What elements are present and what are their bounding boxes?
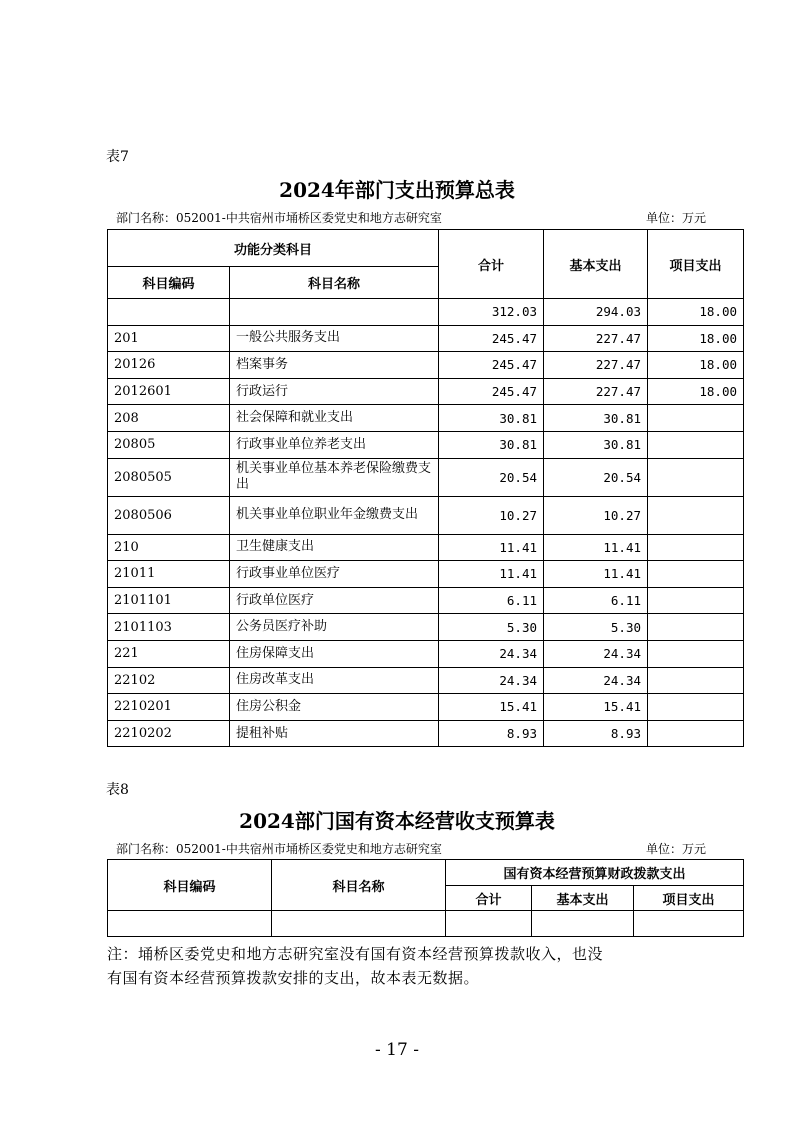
name-cell: 提租补贴 [230, 720, 439, 747]
basic-cell: 30.81 [544, 431, 648, 458]
table7-label: 表7 [106, 149, 129, 165]
basic-cell: 5.30 [544, 614, 648, 641]
name-cell: 社会保障和就业支出 [230, 405, 439, 432]
basic-cell: 20.54 [544, 458, 648, 496]
total-cell: 8.93 [439, 720, 544, 747]
code-cell: 2080505 [108, 458, 230, 496]
basic-cell: 30.81 [544, 405, 648, 432]
t8-empty-cell [272, 911, 446, 937]
name-cell: 住房改革支出 [230, 667, 439, 694]
table-row [108, 534, 744, 561]
code-cell: 22102 [108, 667, 230, 694]
name-cell: 行政运行 [230, 378, 439, 405]
project-cell [648, 667, 744, 694]
name-cell: 机关事业单位职业年金缴费支出 [230, 496, 439, 534]
name-cell [230, 299, 439, 326]
table-row [108, 458, 744, 496]
table-row [108, 561, 744, 588]
table8-dept-name: 部门名称：052001-中共宿州市埇桥区委党史和地方志研究室 [116, 842, 442, 856]
table-row [108, 614, 744, 641]
total-header: 合计 [439, 230, 544, 299]
total-cell: 245.47 [439, 325, 544, 352]
total-cell: 30.81 [439, 431, 544, 458]
note-line-2: 有国有资本经营预算拨款安排的支出，故本表无数据。 [107, 969, 480, 987]
total-cell: 245.47 [439, 378, 544, 405]
code-cell: 2210202 [108, 720, 230, 747]
basic-cell: 24.34 [544, 667, 648, 694]
t8-total-header: 合计 [446, 886, 532, 911]
name-cell: 住房保障支出 [230, 640, 439, 667]
code-cell: 2080506 [108, 496, 230, 534]
total-cell: 24.34 [439, 667, 544, 694]
project-cell [648, 720, 744, 747]
table-row [108, 431, 744, 458]
name-cell: 公务员医疗补助 [230, 614, 439, 641]
t8-empty-cell [446, 911, 532, 937]
code-cell: 201 [108, 325, 230, 352]
t8-empty-cell [108, 911, 272, 937]
project-cell [648, 496, 744, 534]
total-cell: 245.47 [439, 352, 544, 379]
project-cell [648, 458, 744, 496]
table8-title: 2024部门国有资本经营收支预算表 [239, 809, 555, 833]
t8-group-header: 国有资本经营预算财政拨款支出 [446, 860, 744, 886]
code-header: 科目编码 [108, 267, 230, 299]
table-row [108, 325, 744, 352]
code-cell: 21011 [108, 561, 230, 588]
project-cell: 18.00 [648, 325, 744, 352]
table7-title: 2024年部门支出预算总表 [279, 178, 515, 202]
name-cell: 住房公积金 [230, 694, 439, 721]
code-cell: 20126 [108, 352, 230, 379]
basic-cell: 227.47 [544, 378, 648, 405]
code-cell [108, 299, 230, 326]
basic-cell: 227.47 [544, 352, 648, 379]
table-row [108, 299, 744, 326]
basic-cell: 11.41 [544, 534, 648, 561]
basic-cell: 10.27 [544, 496, 648, 534]
basic-cell: 8.93 [544, 720, 648, 747]
table-row [108, 720, 744, 747]
func-class-header: 功能分类科目 [108, 230, 439, 267]
table-row [108, 405, 744, 432]
project-cell: 18.00 [648, 352, 744, 379]
project-cell [648, 534, 744, 561]
project-cell: 18.00 [648, 378, 744, 405]
note-line-1: 注：埇桥区委党史和地方志研究室没有国有资本经营预算拨款收入，也没 [107, 945, 604, 963]
t8-project-header: 项目支出 [634, 886, 744, 911]
t8-empty-cell [634, 911, 744, 937]
table-row [108, 694, 744, 721]
total-cell: 6.11 [439, 587, 544, 614]
total-cell: 10.27 [439, 496, 544, 534]
t8-basic-header: 基本支出 [532, 886, 634, 911]
name-cell: 行政事业单位医疗 [230, 561, 439, 588]
t8-code-header: 科目编码 [108, 860, 272, 911]
total-cell: 30.81 [439, 405, 544, 432]
table8-unit: 单位：万元 [646, 842, 707, 856]
total-cell: 11.41 [439, 561, 544, 588]
table-row [108, 587, 744, 614]
table-row [108, 911, 744, 937]
basic-cell: 15.41 [544, 694, 648, 721]
total-cell: 312.03 [439, 299, 544, 326]
project-cell [648, 640, 744, 667]
code-cell: 221 [108, 640, 230, 667]
code-cell: 2101103 [108, 614, 230, 641]
code-cell: 2101101 [108, 587, 230, 614]
name-cell: 行政单位医疗 [230, 587, 439, 614]
table8-label: 表8 [106, 782, 129, 798]
t8-name-header: 科目名称 [272, 860, 446, 911]
table7-unit: 单位：万元 [646, 211, 707, 225]
basic-cell: 6.11 [544, 587, 648, 614]
name-cell: 一般公共服务支出 [230, 325, 439, 352]
code-cell: 210 [108, 534, 230, 561]
project-cell: 18.00 [648, 299, 744, 326]
state-capital-table [107, 859, 744, 937]
total-cell: 15.41 [439, 694, 544, 721]
table-row [108, 352, 744, 379]
basic-cell: 11.41 [544, 561, 648, 588]
project-header: 项目支出 [648, 230, 744, 299]
code-cell: 2210201 [108, 694, 230, 721]
code-cell: 20805 [108, 431, 230, 458]
basic-header: 基本支出 [544, 230, 648, 299]
table-row [108, 496, 744, 534]
table-row [108, 378, 744, 405]
page-number: - 17 - [375, 1040, 419, 1060]
table7-dept-name: 部门名称：052001-中共宿州市埇桥区委党史和地方志研究室 [116, 211, 442, 225]
budget-expense-table [107, 229, 744, 747]
total-cell: 5.30 [439, 614, 544, 641]
name-cell: 行政事业单位养老支出 [230, 431, 439, 458]
code-cell: 208 [108, 405, 230, 432]
name-cell: 卫生健康支出 [230, 534, 439, 561]
name-cell: 机关事业单位基本养老保险缴费支出 [230, 458, 439, 496]
project-cell [648, 431, 744, 458]
name-cell: 档案事务 [230, 352, 439, 379]
table-row [108, 667, 744, 694]
basic-cell: 227.47 [544, 325, 648, 352]
project-cell [648, 561, 744, 588]
code-cell: 2012601 [108, 378, 230, 405]
name-header: 科目名称 [230, 267, 439, 299]
total-cell: 20.54 [439, 458, 544, 496]
t8-empty-cell [532, 911, 634, 937]
total-cell: 24.34 [439, 640, 544, 667]
project-cell [648, 405, 744, 432]
project-cell [648, 694, 744, 721]
project-cell [648, 614, 744, 641]
table-row [108, 640, 744, 667]
project-cell [648, 587, 744, 614]
basic-cell: 24.34 [544, 640, 648, 667]
basic-cell: 294.03 [544, 299, 648, 326]
total-cell: 11.41 [439, 534, 544, 561]
